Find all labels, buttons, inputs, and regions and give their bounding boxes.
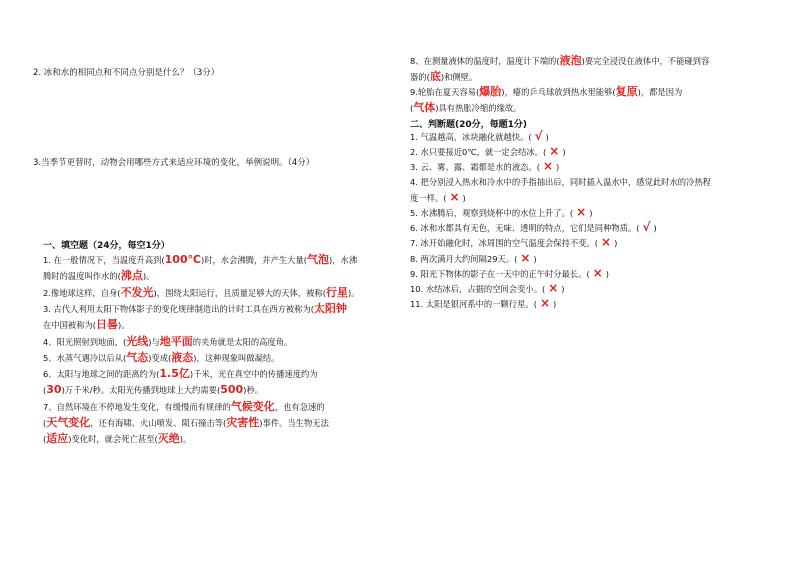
- judge-close-paren: ): [553, 299, 557, 310]
- judge-text: 9. 阳光下物体的影子在一天中的正午时分最长。(: [410, 268, 590, 279]
- fill-line: [43, 417, 329, 429]
- fill-line: [43, 319, 130, 331]
- fill-line: [43, 433, 191, 445]
- fill-line: [410, 102, 521, 114]
- fill-text: )和侧壁。: [440, 71, 478, 82]
- judge-text: 7. 冰开始融化时，冰周围的空气温度会保持不变。(: [410, 238, 599, 249]
- fill-answer: 沸点: [120, 269, 143, 283]
- judge-item: [410, 297, 556, 310]
- question-2: 2. 冰和水的相同点和不同点分别是什么？（3分）: [33, 68, 220, 78]
- fill-answer: 100℃: [164, 253, 201, 266]
- fill-text: 7、自然环境在不停地发生变化，有缓慢而有规律的: [43, 401, 231, 412]
- fill-line: [43, 336, 292, 348]
- cross-mark-icon: ×: [601, 235, 612, 250]
- judge-item: [410, 236, 617, 249]
- fill-text: 的夹角就是太阳的高度角。: [192, 336, 293, 347]
- fill-text: 5、水蒸气遇冷以后从(: [43, 352, 127, 363]
- judge-item: [410, 252, 537, 265]
- judge-close-paren: ): [462, 192, 466, 203]
- fill-answer: 底: [429, 69, 441, 83]
- judge-close-paren: ): [614, 238, 618, 249]
- fill-text: )，都是因为: [637, 87, 683, 97]
- section-judge-title: 二、判断题(20分，每题1分): [410, 120, 528, 130]
- fill-text: (: [410, 102, 414, 113]
- cross-mark-icon: ×: [449, 189, 460, 204]
- judge-item: [410, 221, 657, 234]
- cross-mark-icon: ×: [548, 281, 559, 295]
- judge-text: 5. 水沸腾后，观察到烧杯中的水位上升了。(: [410, 208, 574, 218]
- fill-answer: 气体: [413, 100, 436, 114]
- judge-item: [410, 282, 565, 295]
- fill-line: [43, 384, 263, 396]
- judge-close-paren: ): [589, 208, 593, 218]
- fill-text: (: [43, 385, 47, 396]
- fill-text: )要完全浸没在液体中，不能碰到容: [581, 56, 710, 66]
- judge-text: 8. 两次满月大约间隔29天。(: [410, 253, 518, 264]
- fill-line: [43, 401, 325, 413]
- fill-answer: 气候变化: [230, 399, 275, 413]
- fill-answer: 30: [46, 383, 62, 397]
- fill-answer: 1.5亿: [159, 367, 190, 381]
- fill-answer: 灾害性: [226, 416, 260, 429]
- fill-answer: 地平面: [159, 334, 193, 348]
- fill-answer: 日晷: [96, 318, 119, 332]
- fill-text: )变化时，就会死亡甚至(: [68, 434, 158, 445]
- fill-text: )与: [148, 336, 160, 347]
- judge-item: [410, 176, 711, 188]
- judge-close-paren: ): [605, 268, 610, 279]
- judge-close-paren: ): [653, 223, 657, 234]
- fill-text: )，水沸: [329, 255, 358, 265]
- judge-close-paren: ): [562, 147, 566, 158]
- fill-text: 器的(: [410, 71, 430, 82]
- fill-answer: 太阳钟: [314, 301, 347, 315]
- judge-item: [410, 145, 566, 158]
- fill-text: 3. 古代人利用太阳下物体影子的变化规律制造出的计时工具在西方被称为(: [43, 303, 314, 314]
- fill-text: )秒。: [243, 385, 263, 396]
- fill-text: )，瘪的乒乓球放到热水里能够(: [501, 87, 616, 97]
- fill-line: [410, 71, 477, 83]
- fill-text: 腾时的温度叫作水的(: [43, 271, 121, 282]
- judge-text: 2. 水只要接近0℃，就一定会结冰。(: [410, 147, 547, 158]
- judge-close-paren: ): [556, 162, 560, 173]
- fill-text: )。: [118, 320, 130, 331]
- fill-answer: 爆胎: [479, 85, 502, 98]
- judge-item: [410, 267, 609, 280]
- fill-text: )，围绕太阳运行，且质量足够大的天体，被称(: [153, 287, 326, 298]
- judge-text: 10. 水结冰后，占据的空间会变小。(: [410, 284, 546, 294]
- judge-text: 3. 云、雾、露、霜都是水的液态。(: [410, 162, 540, 173]
- fill-answer: 天气变化: [46, 416, 91, 429]
- fill-text: (: [43, 434, 47, 445]
- cross-mark-icon: ×: [549, 144, 560, 159]
- fill-answer: 500: [220, 383, 244, 397]
- judge-close-paren: ): [533, 253, 537, 264]
- cross-mark-icon: ×: [592, 265, 603, 280]
- fill-text: (: [43, 418, 47, 428]
- fill-answer: 气泡: [307, 253, 329, 266]
- cross-mark-icon: ×: [539, 296, 550, 311]
- fill-text: ，也有急速的: [274, 401, 325, 412]
- judge-item: [410, 191, 466, 204]
- cross-mark-icon: ×: [520, 250, 531, 265]
- fill-line: [43, 254, 357, 266]
- fill-answer: 复原: [615, 85, 638, 98]
- fill-text: ，还有海啸、火山喷发、陨石撞击等(: [90, 418, 227, 428]
- fill-answer: 光线: [126, 334, 149, 348]
- fill-text: )，这种现象叫做凝结。: [193, 352, 280, 363]
- fill-answer: 液泡: [559, 54, 582, 67]
- fill-line: [410, 86, 682, 98]
- judge-text: 度一样。(: [410, 192, 447, 203]
- check-mark-icon: √: [534, 129, 543, 143]
- fill-text: 8、在测量液体的温度时，温度计下端的(: [410, 56, 560, 66]
- fill-text: 2.像地球这样，自身(: [43, 287, 121, 298]
- fill-text: )事件。当生物无法: [259, 418, 329, 428]
- fill-line: [43, 303, 347, 315]
- judge-item: [410, 160, 559, 173]
- fill-line: [43, 368, 318, 380]
- fill-text: )具有热胀冷缩的缘故。: [435, 102, 522, 113]
- fill-answer: 适应: [46, 432, 69, 446]
- judge-close-paren: ): [561, 284, 565, 294]
- section-fill-title: 一、填空题（24分，每空1分）: [43, 241, 170, 251]
- fill-answer: 气态: [126, 350, 149, 364]
- cross-mark-icon: ×: [542, 159, 554, 174]
- question-3: 3.当季节更替时，动物会用哪些方式来适应环境的变化，举例说明。（4分）: [33, 158, 315, 168]
- fill-text: )万千米/秒。太阳光传播到地球上大约需要(: [61, 385, 221, 396]
- fill-text: 9.轮胎在夏天容易(: [410, 87, 480, 97]
- judge-close-paren: ): [545, 132, 549, 142]
- fill-line: [43, 352, 280, 364]
- fill-text: 6、太阳与地球之间的距离约为(: [43, 369, 160, 380]
- fill-text: )千米，光在真空中的传播速度约为: [189, 369, 318, 380]
- cross-mark-icon: ×: [576, 205, 587, 219]
- judge-item: [410, 206, 592, 219]
- fill-text: )。: [142, 271, 155, 282]
- judge-text: 4. 把分别浸入热水和冷水中的手指抽出后，同时插入温水中，感觉此时水的冷热程: [410, 176, 711, 187]
- judge-text: 11. 太阳是银河系中的一颗行星。(: [410, 299, 537, 310]
- fill-text: 4、阳光照射到地面，(: [43, 336, 127, 347]
- judge-text: 6. 冰和水都具有无色，无味、透明的特点，它们是同种物质。(: [410, 223, 640, 234]
- fill-text: 在中国被称为(: [43, 320, 97, 331]
- check-mark-icon: √: [642, 220, 651, 235]
- fill-text: )时，水会沸腾，并产生大量(: [200, 255, 307, 265]
- fill-text: )变成(: [148, 352, 172, 363]
- fill-text: )。: [347, 287, 360, 298]
- fill-answer: 灭绝: [157, 432, 180, 446]
- fill-line: [43, 287, 360, 299]
- fill-line: [410, 55, 709, 67]
- fill-line: [43, 270, 154, 282]
- fill-text: )。: [179, 434, 192, 445]
- fill-answer: 液态: [171, 350, 194, 364]
- judge-item: [410, 130, 549, 143]
- fill-answer: 不发光: [120, 285, 154, 299]
- fill-text: 1. 在一般情况下，当温度升高到(: [43, 255, 165, 265]
- judge-text: 1. 气温越高，冰块融化就越快。(: [410, 132, 532, 142]
- fill-answer: 行星: [325, 285, 348, 299]
